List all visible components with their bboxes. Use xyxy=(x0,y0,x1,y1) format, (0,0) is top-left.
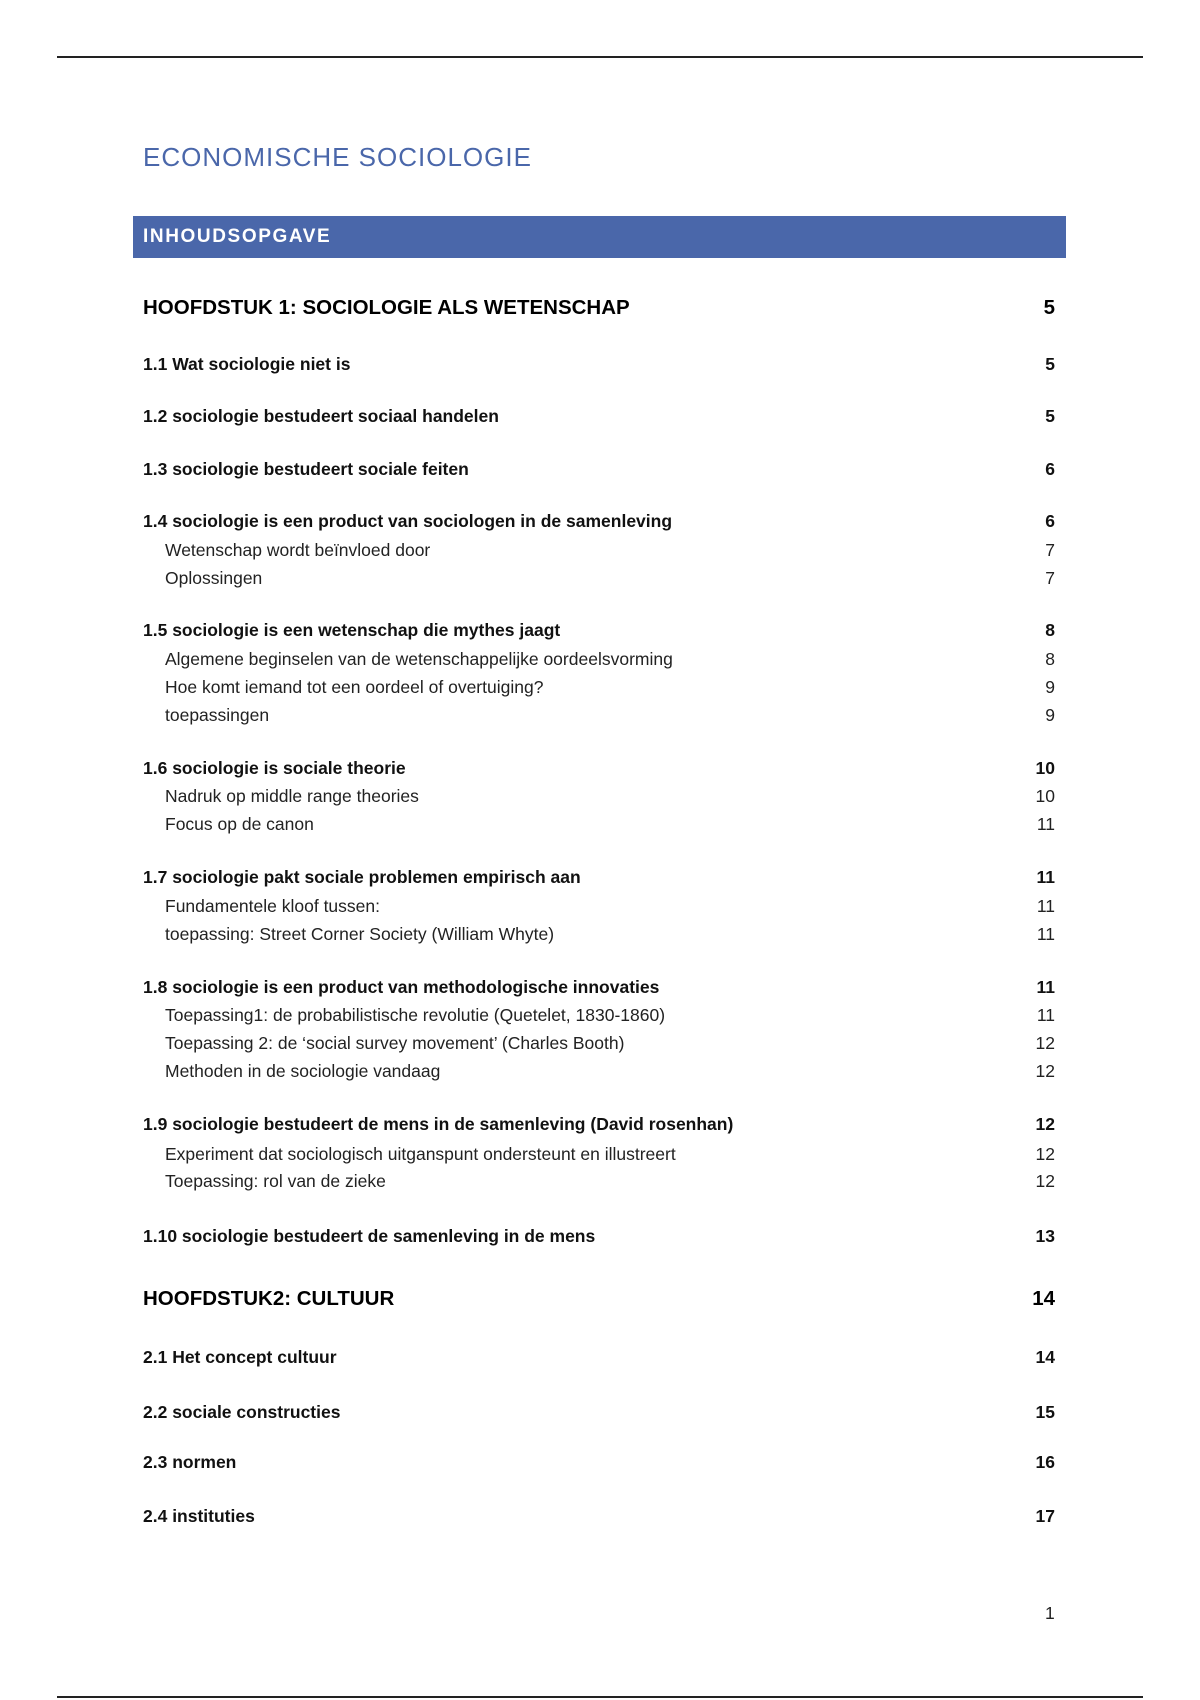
toc-entry-page: 9 xyxy=(1045,677,1055,697)
toc-entry-text: Nadruk op middle range theories xyxy=(165,786,419,806)
toc-entry-text: 2.2 sociale constructies xyxy=(143,1402,341,1422)
toc-entry-page: 12 xyxy=(1035,1144,1055,1164)
toc-entry-text: 1.2 sociologie bestudeert sociaal handelen xyxy=(143,406,499,426)
page-number: 1 xyxy=(1045,1603,1055,1623)
toc-entry-page: 10 xyxy=(1035,758,1055,778)
toc-entry-page: 13 xyxy=(1035,1226,1055,1246)
toc-entry-subsection[interactable] xyxy=(165,814,1055,835)
toc-entry-page: 6 xyxy=(1045,459,1055,479)
toc-entry-section[interactable] xyxy=(143,1226,1055,1247)
toc-entry-section[interactable] xyxy=(143,758,1055,779)
header-rule xyxy=(57,56,1143,58)
toc-entry-subsection[interactable] xyxy=(165,649,1055,670)
toc-entry-subsection[interactable] xyxy=(165,568,1055,589)
toc-entry-page: 14 xyxy=(1032,1287,1055,1310)
toc-entry-subsection[interactable] xyxy=(165,1144,1055,1165)
toc-entry-chapter[interactable] xyxy=(143,296,1055,320)
toc-entry-page: 9 xyxy=(1045,705,1055,725)
toc-entry-page: 7 xyxy=(1045,568,1055,588)
toc-entry-text: 1.7 sociologie pakt sociale problemen empirisch aan xyxy=(143,867,581,887)
toc-entry-page: 8 xyxy=(1045,649,1055,669)
toc-entry-text: 1.10 sociologie bestudeert de samenleving in de mens xyxy=(143,1226,596,1246)
toc-entry-page: 12 xyxy=(1035,1061,1055,1081)
toc-entry-text: Focus op de canon xyxy=(165,814,314,834)
toc-entry-page: 11 xyxy=(1036,896,1055,916)
toc-entry-section[interactable] xyxy=(143,1114,1055,1135)
toc-entry-text: Wetenschap wordt beïnvloed door xyxy=(165,540,431,560)
toc-entry-page: 10 xyxy=(1035,786,1055,806)
toc-entry-page: 5 xyxy=(1045,406,1055,426)
footer-rule xyxy=(57,1696,1143,1698)
toc-entry-page: 12 xyxy=(1035,1171,1055,1191)
toc-entry-text: Experiment dat sociologisch uitganspunt ondersteunt en illustreert xyxy=(165,1144,676,1164)
toc-entry-page: 7 xyxy=(1045,540,1055,560)
toc-entry-text: 2.4 instituties xyxy=(143,1506,255,1526)
toc-entry-text: 1.6 sociologie is sociale theorie xyxy=(143,758,406,778)
toc-entry-subsection[interactable] xyxy=(165,1171,1055,1192)
toc-entry-text: HOOFDSTUK 1: SOCIOLOGIE ALS WETENSCHAP xyxy=(143,296,630,319)
document-title: ECONOMISCHE SOCIOLOGIE xyxy=(143,142,532,172)
toc-entry-section[interactable] xyxy=(143,511,1055,532)
toc-entry-section[interactable] xyxy=(143,1402,1055,1423)
toc-heading-band xyxy=(133,216,1066,258)
toc-entry-section[interactable] xyxy=(143,406,1055,427)
toc-entry-subsection[interactable] xyxy=(165,1005,1055,1026)
toc-entry-subsection[interactable] xyxy=(165,705,1055,726)
toc-entry-text: 1.9 sociologie bestudeert de mens in de samenleving (David rosenhan) xyxy=(143,1114,734,1134)
toc-entry-subsection[interactable] xyxy=(165,677,1055,698)
toc-entry-text: Oplossingen xyxy=(165,568,263,588)
toc-entry-section[interactable] xyxy=(143,459,1055,480)
toc-entry-text: Toepassing 2: de ‘social survey movement’ (Charles Booth) xyxy=(165,1033,625,1053)
toc-entry-text: 2.3 normen xyxy=(143,1452,237,1472)
toc-entry-text: HOOFDSTUK2: CULTUUR xyxy=(143,1287,395,1310)
toc-entry-text: 1.4 sociologie is een product van sociologen in de samenleving xyxy=(143,511,673,531)
toc-entry-text: Fundamentele kloof tussen: xyxy=(165,896,380,916)
toc-entry-page: 6 xyxy=(1045,511,1055,531)
toc-entry-page: 11 xyxy=(1036,1005,1055,1025)
toc-entry-text: toepassing: Street Corner Society (William Whyte) xyxy=(165,924,555,944)
toc-entry-page: 11 xyxy=(1036,924,1055,944)
toc-entry-subsection[interactable] xyxy=(165,1033,1055,1054)
toc-entry-subsection[interactable] xyxy=(165,896,1055,917)
toc-entry-text: Hoe komt iemand tot een oordeel of overtuiging? xyxy=(165,677,544,697)
toc-entry-page: 15 xyxy=(1035,1402,1055,1422)
toc-entry-text: 1.8 sociologie is een product van methodologische innovaties xyxy=(143,977,660,997)
toc-entry-section[interactable] xyxy=(143,1347,1055,1368)
toc-entry-page: 11 xyxy=(1036,867,1055,887)
toc-entry-text: Methoden in de sociologie vandaag xyxy=(165,1061,441,1081)
toc-heading: INHOUDSOPGAVE xyxy=(143,226,332,247)
toc-entry-subsection[interactable] xyxy=(165,540,1055,561)
toc-entry-section[interactable] xyxy=(143,977,1055,998)
toc-entry-text: 2.1 Het concept cultuur xyxy=(143,1347,337,1367)
toc-entry-text: toepassingen xyxy=(165,705,270,725)
toc-entry-page: 5 xyxy=(1043,296,1055,319)
toc-entry-page: 12 xyxy=(1035,1114,1055,1134)
toc-entry-section[interactable] xyxy=(143,1506,1055,1527)
toc-entry-page: 8 xyxy=(1045,620,1055,640)
toc-entry-chapter[interactable] xyxy=(143,1287,1055,1311)
toc-entry-page: 11 xyxy=(1036,814,1055,834)
toc-entry-text: 1.3 sociologie bestudeert sociale feiten xyxy=(143,459,469,479)
toc-entry-subsection[interactable] xyxy=(165,786,1055,807)
toc-entry-page: 12 xyxy=(1035,1033,1055,1053)
toc-entry-text: Toepassing: rol van de zieke xyxy=(165,1171,386,1191)
toc-entry-page: 5 xyxy=(1045,354,1055,374)
toc-entry-page: 14 xyxy=(1035,1347,1055,1367)
toc-entry-text: 1.1 Wat sociologie niet is xyxy=(143,354,351,374)
toc-entry-section[interactable] xyxy=(143,867,1055,888)
toc-entry-section[interactable] xyxy=(143,1452,1055,1473)
toc-entry-subsection[interactable] xyxy=(165,1061,1055,1082)
toc-entry-page: 17 xyxy=(1035,1506,1055,1526)
toc-entry-text: Algemene beginselen van de wetenschappelijke oordeelsvorming xyxy=(165,649,673,669)
toc-entry-page: 11 xyxy=(1036,977,1055,997)
toc-entry-text: Toepassing1: de probabilistische revolutie (Quetelet, 1830-1860) xyxy=(165,1005,666,1025)
toc-entry-section[interactable] xyxy=(143,354,1055,375)
toc-entry-text: 1.5 sociologie is een wetenschap die mythes jaagt xyxy=(143,620,561,640)
toc-entry-section[interactable] xyxy=(143,620,1055,641)
toc-entry-subsection[interactable] xyxy=(165,924,1055,945)
toc-entry-page: 16 xyxy=(1035,1452,1055,1472)
